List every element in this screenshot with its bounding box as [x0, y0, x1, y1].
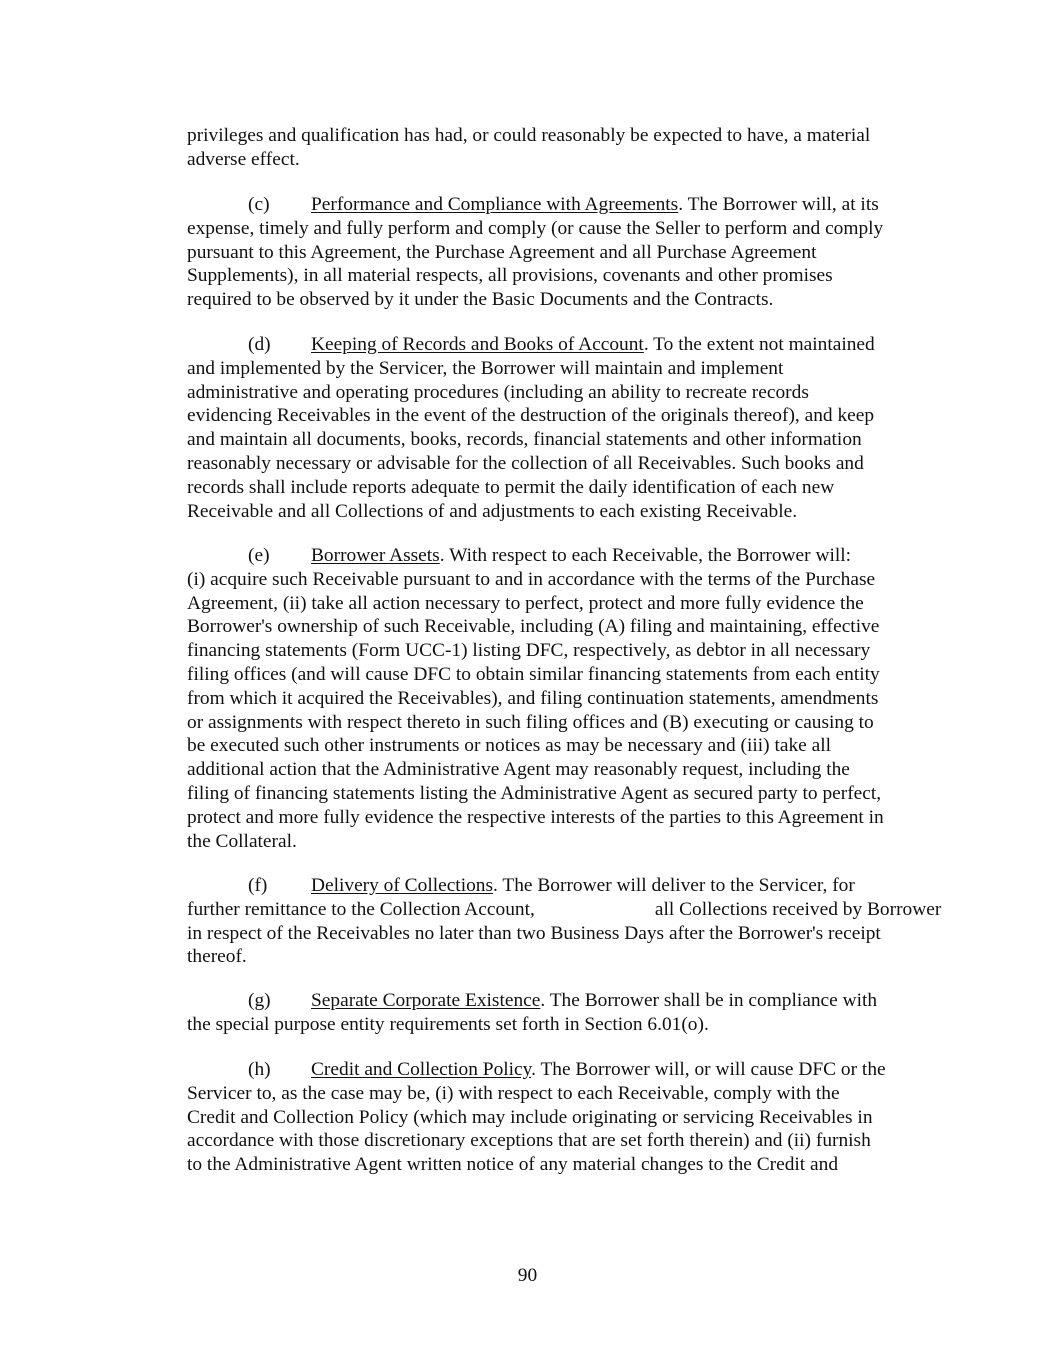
- text-line: filing of financing statements listing the Administrative Agent as secured party to perfect,: [187, 782, 882, 804]
- text-line: pursuant to this Agreement, the Purchase Agreement and all Purchase Agreement: [187, 241, 817, 263]
- text-line: Receivable and all Collections of and adjustments to each existing Receivable.: [187, 500, 798, 522]
- section-e-heading: Borrower Assets: [311, 545, 440, 566]
- section-e-paragraph: [187, 544, 942, 853]
- page-number: 90: [517, 1265, 538, 1286]
- section-c-number: (c): [248, 194, 270, 215]
- section-e-first-line: [187, 544, 942, 568]
- text-line: (i) acquire such Receivable pursuant to and in accordance with the terms of the Purchase: [187, 568, 876, 590]
- section-e-number: (e): [248, 545, 270, 566]
- section-c-paragraph: [187, 193, 942, 312]
- section-d-heading: Keeping of Records and Books of Account: [311, 334, 644, 355]
- text-line: the special purpose entity requirements set forth in Section 6.01(o).: [187, 1013, 709, 1035]
- section-g-first-line: [187, 989, 942, 1013]
- text-line: be executed such other instruments or notices as may be necessary and (iii) take all: [187, 735, 831, 757]
- text-line: privileges and qualification has had, or could reasonably be expected to have, a material: [187, 125, 871, 146]
- section-f-line2-part-b: all Collections received by Borrower: [654, 898, 942, 920]
- section-g-paragraph: [187, 989, 942, 1037]
- intro-paragraph: [187, 124, 942, 172]
- text-line: Agreement, (ii) take all action necessary to perfect, protect and more fully evidence the: [187, 592, 864, 614]
- text-line: thereof.: [187, 946, 247, 968]
- text-line: Supplements), in all material respects, all provisions, covenants and other promises: [187, 265, 833, 287]
- section-h-paragraph: [187, 1058, 942, 1177]
- text-line: the Collateral.: [187, 830, 297, 852]
- section-c-first-line: [187, 193, 942, 217]
- text-line: from which it acquired the Receivables), and filing continuation statements, amendments: [187, 687, 879, 709]
- section-d-number: (d): [248, 334, 271, 355]
- section-f-line2-part-a: further remittance to the Collection Account,: [187, 898, 535, 920]
- section-d-paragraph: [187, 333, 942, 523]
- section-d-first-line-text: . To the extent not maintained: [643, 334, 875, 355]
- section-h-first-line-text: . The Borrower will, or will cause DFC or the: [531, 1059, 886, 1080]
- section-f-number: (f): [248, 875, 268, 896]
- text-line: expense, timely and fully perform and comply (or cause the Seller to perform and comply: [187, 217, 884, 239]
- text-line: adverse effect.: [187, 148, 300, 170]
- text-line: administrative and operating procedures (including an ability to recreate records: [187, 381, 809, 403]
- text-line: Credit and Collection Policy (which may include originating or servicing Receivables in: [187, 1106, 873, 1128]
- text-line: reasonably necessary or advisable for the collection of all Receivables. Such books and: [187, 452, 864, 474]
- text-line: financing statements (Form UCC-1) listing DFC, respectively, as debtor in all necessary: [187, 640, 871, 662]
- section-h-number: (h): [248, 1059, 271, 1080]
- section-f-first-line-text: . The Borrower will deliver to the Servicer, for: [493, 875, 855, 896]
- text-line: protect and more fully evidence the respective interests of the parties to this Agreement in: [187, 806, 884, 828]
- section-c-first-line-text: . The Borrower will, at its: [678, 194, 879, 215]
- section-e-first-line-text: . With respect to each Receivable, the Borrower will:: [439, 545, 852, 566]
- section-h-first-line: [187, 1058, 942, 1082]
- section-f-second-line: [187, 898, 942, 922]
- text-line: filing offices (and will cause DFC to obtain similar financing statements from each entity: [187, 663, 880, 685]
- text-line: Servicer to, as the case may be, (i) with respect to each Receivable, comply with the: [187, 1082, 840, 1104]
- section-f-heading: Delivery of Collections: [311, 875, 494, 896]
- text-line: to the Administrative Agent written notice of any material changes to the Credit and: [187, 1154, 839, 1176]
- text-line: and maintain all documents, books, records, financial statements and other information: [187, 429, 862, 451]
- section-f-first-line: [187, 874, 942, 898]
- text-line: accordance with those discretionary exceptions that are set forth therein) and (ii) furnish: [187, 1130, 871, 1152]
- section-g-number: (g): [248, 990, 271, 1011]
- text-line: required to be observed by it under the Basic Documents and the Contracts.: [187, 289, 774, 311]
- text-line: in respect of the Receivables no later than two Business Days after the Borrower's receipt: [187, 922, 881, 944]
- text-line: records shall include reports adequate to permit the daily identification of each new: [187, 476, 835, 498]
- text-line: Borrower's ownership of such Receivable, including (A) filing and maintaining, effective: [187, 616, 880, 638]
- text-line: or assignments with respect thereto in such filing offices and (B) executing or causing to: [187, 711, 874, 733]
- text-line: additional action that the Administrative Agent may reasonably request, including the: [187, 759, 850, 781]
- section-h-heading: Credit and Collection Policy: [311, 1059, 532, 1080]
- section-g-first-line-text: . The Borrower shall be in compliance with: [540, 990, 878, 1011]
- section-c-heading: Performance and Compliance with Agreements: [311, 194, 679, 215]
- text-line: and implemented by the Servicer, the Borrower will maintain and implement: [187, 357, 784, 379]
- section-f-paragraph: [187, 874, 942, 969]
- section-d-first-line: [187, 333, 942, 357]
- section-g-heading: Separate Corporate Existence: [311, 990, 541, 1011]
- text-line: evidencing Receivables in the event of the destruction of the originals thereof), and keep: [187, 405, 875, 427]
